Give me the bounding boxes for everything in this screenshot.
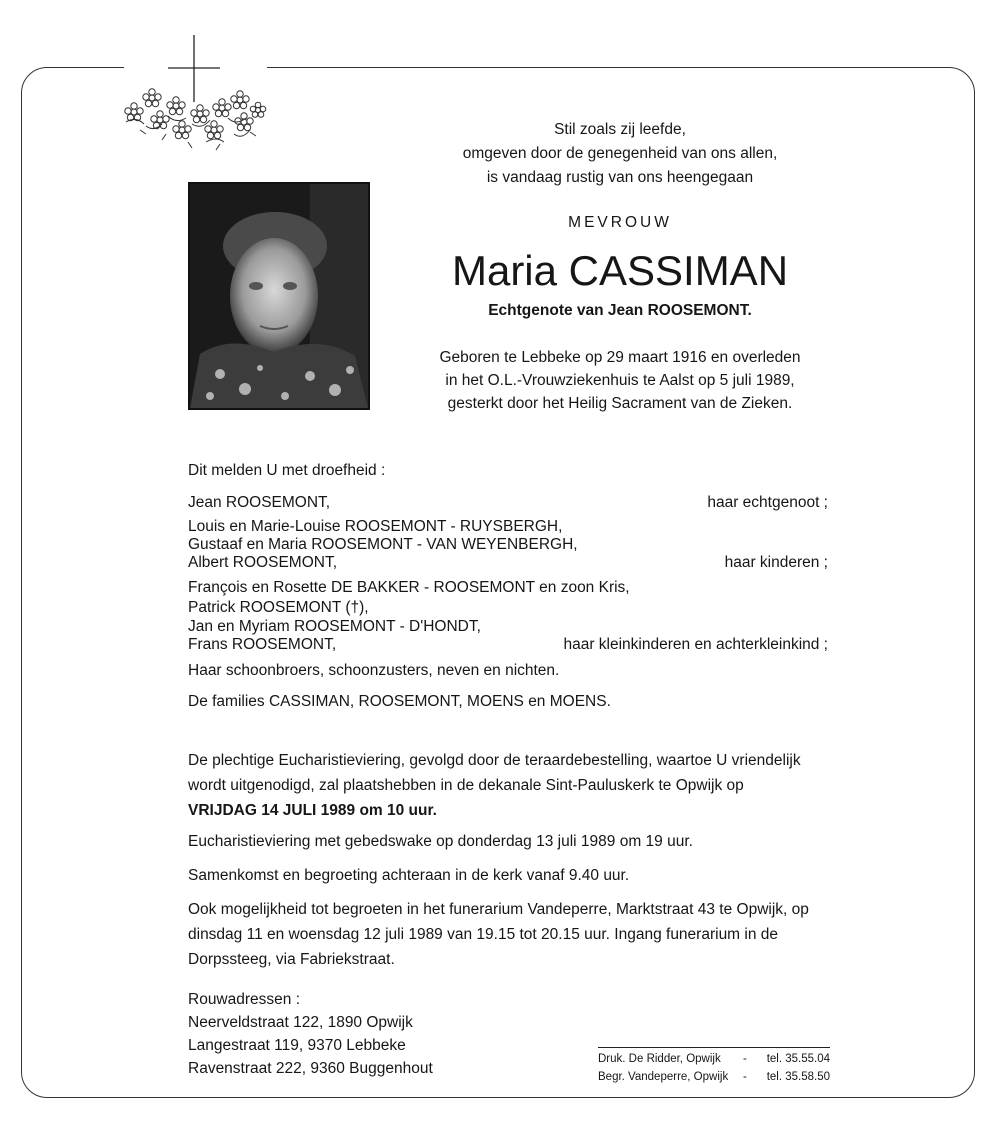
cross-flowers-ornament xyxy=(118,30,268,160)
service-line-1: De plechtige Eucharistieviering, gevolgd door de teraardebestelling, waartoe U vriendelijk xyxy=(188,752,801,769)
funerarium-line-2: dinsdag 11 en woensdag 12 juli 1989 van 19.15 tot 20.15 uur. Ingang funerarium in de xyxy=(188,926,779,943)
grandchildren-last-row xyxy=(188,635,828,655)
grandchild-3: Jan en Myriam ROOSEMONT - D'HONDT, xyxy=(188,618,481,635)
deceased-name: Maria CASSIMAN xyxy=(451,247,789,294)
announcement-header: Dit melden U met droefheid : xyxy=(188,462,386,479)
intro-line-3: is vandaag rustig van ons heengegaan xyxy=(486,169,754,186)
honorific: MEVROUW xyxy=(568,214,672,231)
printer-2-name: Begr. Vandeperre, Opwijk xyxy=(598,1071,729,1083)
children-role: haar kinderen ; xyxy=(724,554,828,571)
child-3: Albert ROOSEMONT, xyxy=(188,554,337,571)
birth-line-1: Geboren te Lebbeke op 29 maart 1916 en overleden xyxy=(439,349,801,366)
intro-verse xyxy=(395,118,845,190)
grandchild-2: Patrick ROOSEMONT (†), xyxy=(188,599,369,616)
children-last-row xyxy=(188,553,828,573)
spouse-line: Echtgenote van Jean ROOSEMONT. xyxy=(488,302,752,319)
printer-line-2 xyxy=(598,1068,830,1086)
address-2: Langestraat 119, 9370 Lebbeke xyxy=(188,1037,406,1054)
printer-line-1 xyxy=(598,1050,830,1068)
printer-2-sep: - xyxy=(743,1071,747,1083)
intro-line-1: Stil zoals zij leefde, xyxy=(554,121,686,138)
printer-1-tel: tel. 35.55.04 xyxy=(766,1053,830,1065)
grandchildren-role: haar kleinkinderen en achterkleinkind ; xyxy=(563,636,828,653)
gathering-line: Samenkomst en begroeting achteraan in de kerk vanaf 9.40 uur. xyxy=(188,867,630,884)
funerarium-line-1: Ook mogelijkheid tot begroeten in het funerarium Vandeperre, Marktstraat 43 te Opwijk, op xyxy=(188,901,809,918)
mourning-addresses xyxy=(188,988,508,1080)
husband-role: haar echtgenoot ; xyxy=(707,494,828,511)
child-2: Gustaaf en Maria ROOSEMONT - VAN WEYENBERGH, xyxy=(188,536,578,553)
grandchild-1: François en Rosette DE BAKKER - ROOSEMONT en zoon Kris, xyxy=(188,579,630,596)
addresses-header: Rouwadressen : xyxy=(188,991,301,1008)
vigil-line: Eucharistieviering met gebedswake op donderdag 13 juli 1989 om 19 uur. xyxy=(188,833,693,850)
families-line: De families CASSIMAN, ROOSEMONT, MOENS en MOENS. xyxy=(188,693,611,710)
grandchild-4: Frans ROOSEMONT, xyxy=(188,636,337,653)
birth-line-3: gesterkt door het Heilig Sacrament van de Zieken. xyxy=(447,395,793,412)
in-laws-line: Haar schoonbroers, schoonzusters, neven en nichten. xyxy=(188,662,560,679)
printer-rule xyxy=(598,1047,830,1048)
husband-name: Jean ROOSEMONT, xyxy=(188,494,331,511)
birth-line-2: in het O.L.-Vrouwziekenhuis te Aalst op 5 juli 1989, xyxy=(445,372,795,389)
address-1: Neerveldstraat 122, 1890 Opwijk xyxy=(188,1014,413,1031)
service-date: VRIJDAG 14 JULI 1989 om 10 uur. xyxy=(188,802,437,819)
husband-row xyxy=(188,493,828,513)
service-line-2: wordt uitgenodigd, zal plaatshebben in de dekanale Sint-Pauluskerk te Opwijk op xyxy=(188,777,744,794)
portrait-image xyxy=(190,184,368,408)
portrait-photo xyxy=(188,182,370,410)
funerarium-paragraph xyxy=(188,897,828,972)
printer-1-name: Druk. De Ridder, Opwijk xyxy=(598,1053,721,1065)
funerarium-line-3: Dorpssteeg, via Fabriekstraat. xyxy=(188,951,395,968)
child-1: Louis en Marie-Louise ROOSEMONT - RUYSBERGH, xyxy=(188,518,563,535)
printer-2-tel: tel. 35.58.50 xyxy=(766,1071,830,1083)
birth-death-details xyxy=(390,346,850,415)
intro-line-2: omgeven door de genegenheid van ons allen, xyxy=(462,145,778,162)
printer-1-sep: - xyxy=(743,1053,747,1065)
address-3: Ravenstraat 222, 9360 Buggenhout xyxy=(188,1060,433,1077)
service-paragraph xyxy=(188,748,828,823)
